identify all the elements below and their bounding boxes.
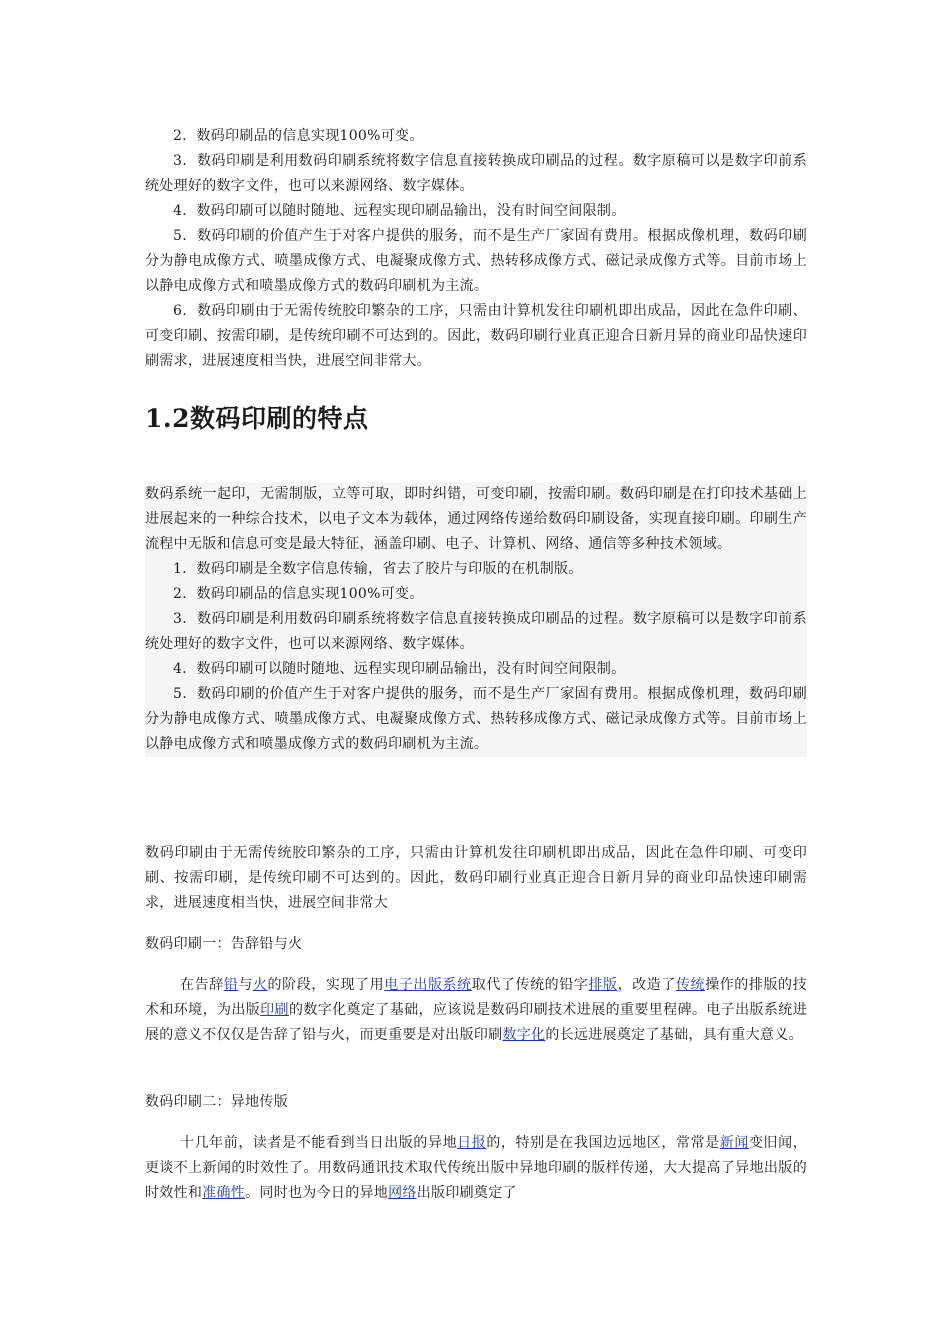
text-span: 变旧闻，更谈不上新闻的时效性了。用数码通讯技术取代传统出版中异地印刷的版样传递，大大提高了异地出版的时效性和: [145, 1135, 807, 1201]
link-electronic-publishing-system[interactable]: 电子出版系统: [384, 977, 472, 993]
text-span: 的数字化奠定了基础，应该说是数码印刷技术进展的重要里程碑。电子出版系统进展的意义不仅仅是告辞了铅与火，而更重要是对出版印刷: [145, 1002, 807, 1043]
link-network[interactable]: 网络: [388, 1185, 417, 1201]
top-item-4: 4．数码印刷可以随时随地、远程实现印刷品输出，没有时间空间限制。: [173, 203, 626, 219]
history2-title-block: [145, 1090, 807, 1115]
history2-paragraph: [145, 1131, 807, 1206]
section-item-2: 2．数码印刷品的信息实现100%可变。: [173, 586, 424, 602]
top-list: [145, 124, 807, 374]
link-fire[interactable]: 火: [252, 977, 268, 993]
text-span: 取代了传统的铅字: [471, 977, 589, 993]
section-heading: 1.2数码印刷的特点: [145, 404, 369, 433]
link-typesetting[interactable]: 排版: [588, 977, 618, 993]
text-span: 。同时也为今日的异地: [245, 1185, 389, 1201]
top-item-5: 5．数码印刷的价值产生于对客户提供的服务，而不是生产厂家固有费用。根据成像机理，数码印刷分为静电成像方式、喷墨成像方式、电凝聚成像方式、热转移成像方式、磁记录成像方式等。目前市场上以静电成像方式和喷墨成像方式的数码印刷机为主流。: [145, 228, 807, 294]
section-content: [145, 482, 807, 757]
link-digitization[interactable]: 数字化: [502, 1027, 546, 1043]
history2-title: 数码印刷二：异地传版: [145, 1094, 288, 1110]
text-span: ，改造了: [617, 977, 676, 993]
top-item-2: 2．数码印刷品的信息实现100%可变。: [173, 128, 424, 144]
text-span: 在告辞: [180, 977, 224, 993]
text-span: 十几年前，读者是不能看到当日出版的异地: [180, 1135, 458, 1151]
top-item-6: 6．数码印刷由于无需传统胶印繁杂的工序，只需由计算机发往印刷机即出成品，因此在急件印刷、可变印刷、按需印刷，是传统印刷不可达到的。因此，数码印刷行业真正迎合日新月异的商业印品快速印刷需求，进展速度相当快，进展空间非常大。: [145, 303, 807, 369]
top-item-3: 3．数码印刷是利用数码印刷系统将数字信息直接转换成印刷品的过程。数字原稿可以是数字印前系统处理好的数字文件，也可以来源网络、数字媒体。: [145, 153, 807, 194]
section-item-5: 5．数码印刷的价值产生于对客户提供的服务，而不是生产厂家固有费用。根据成像机理，数码印刷分为静电成像方式、喷墨成像方式、电凝聚成像方式、热转移成像方式、磁记录成像方式等。目前市场上以静电成像方式和喷墨成像方式的数码印刷机为主流。: [145, 686, 807, 752]
text-span: 操作的排版的技术和环境，为出版: [145, 977, 807, 1018]
section-item-3: 3．数码印刷是利用数码印刷系统将数字信息直接转换成印刷品的过程。数字原稿可以是数字印前系统处理好的数字文件，也可以来源网络、数字媒体。: [145, 611, 807, 652]
link-accuracy[interactable]: 准确性: [202, 1185, 246, 1201]
section-intro: 数码系统一起印，无需制版，立等可取，即时纠错，可变印刷，按需印刷。数码印刷是在打印技术基础上进展起来的一种综合技术，以电子文本为载体，通过网络传递给数码印刷设备，实现直接印刷。印刷生产流程中无版和信息可变是最大特征，涵盖印刷、电子、计算机、网络、通信等多种技术领域。: [145, 486, 807, 552]
link-printing[interactable]: 印刷: [260, 1002, 289, 1018]
link-daily-newspaper[interactable]: 日报: [457, 1135, 487, 1151]
section-heading-block: [145, 402, 807, 436]
history1-paragraph: [145, 973, 807, 1048]
text-span: 出版印刷奠定了: [416, 1185, 517, 1201]
history1-body-block: [145, 973, 807, 1048]
link-lead[interactable]: 铅: [223, 977, 239, 993]
summary-block: [145, 841, 807, 916]
text-span: 的长远进展奠定了基础，具有重大意义。: [545, 1027, 803, 1043]
section-item-1: 1．数码印刷是全数字信息传输，省去了胶片与印版的在机制版。: [173, 561, 583, 577]
history2-body-block: [145, 1131, 807, 1206]
text-span: 的，特别是在我国边远地区，常常是: [486, 1135, 720, 1151]
history1-title: 数码印刷一：告辞铅与火: [145, 936, 303, 952]
link-tradition[interactable]: 传统: [675, 977, 706, 993]
text-span: 的阶段，实现了用: [267, 977, 385, 993]
summary-paragraph: 数码印刷由于无需传统胶印繁杂的工序，只需由计算机发往印刷机即出成品，因此在急件印刷、可变印刷、按需印刷，是传统印刷不可达到的。因此，数码印刷行业真正迎合日新月异的商业印品快速印刷需求，进展速度相当快，进展空间非常大: [145, 845, 807, 911]
text-span: 与: [238, 977, 253, 993]
link-news[interactable]: 新闻: [719, 1135, 749, 1151]
history1-title-block: [145, 932, 807, 957]
section-item-4: 4．数码印刷可以随时随地、远程实现印刷品输出，没有时间空间限制。: [173, 661, 626, 677]
